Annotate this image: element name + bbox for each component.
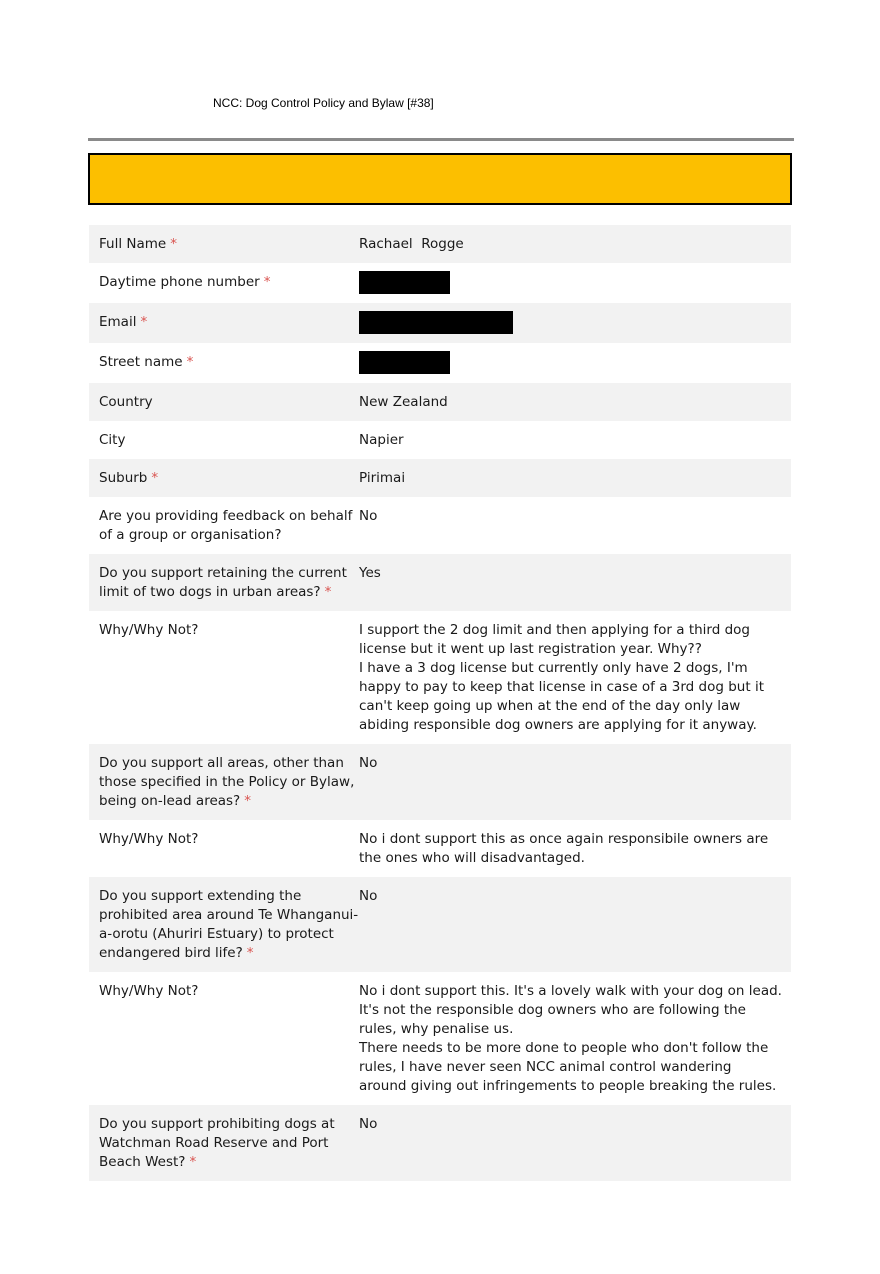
field-label-text: Why/Why Not? [99,983,199,999]
required-marker: * [189,1154,197,1170]
required-marker: * [170,236,177,252]
field-label [89,564,359,602]
table-row [89,383,791,421]
field-value-text: Napier [359,432,404,448]
field-value-text: No [359,1116,378,1132]
field-value [359,830,791,868]
field-label [89,621,359,640]
required-marker: * [186,354,194,370]
field-value [359,393,791,412]
redacted-value [359,311,513,334]
field-label [89,273,359,292]
field-value [359,469,791,488]
field-value-text: I support the 2 dog limit and then applying for a third dog license but it went up last registration year. Why?? I have a 3 dog license but currently only have 2 dogs, I'm happy to pay to keep that license in case of a 3rd dog but it can't keep going up when at the end of the day only law abiding responsible dog owners are applying for it anyway. [359,622,764,733]
required-marker: * [324,584,332,600]
field-value [359,564,791,583]
page-title: NCC: Dog Control Policy and Bylaw [#38] [213,96,434,110]
field-label-text: Do you support prohibiting dogs at Watchman Road Reserve and Port Beach West? [99,1116,335,1170]
field-value [359,353,791,374]
field-label [89,313,359,332]
redacted-value [359,351,450,374]
table-row [89,303,791,343]
field-value-text: No i dont support this as once again responsibile owners are the ones who will disadvantaged. [359,831,773,866]
field-value-text: Yes [359,565,381,581]
field-label-text: Email [99,314,137,330]
table-row [89,820,791,877]
field-label [89,830,359,849]
field-label-text: Daytime phone number [99,274,260,290]
field-value [359,887,791,906]
table-row [89,421,791,459]
field-label [89,887,359,963]
field-label-text: Why/Why Not? [99,831,199,847]
field-label-text: Why/Why Not? [99,622,199,638]
field-value [359,1115,791,1134]
table-row [89,554,791,611]
field-label [89,754,359,811]
field-value-text: No [359,508,378,524]
field-value-text: New Zealand [359,394,448,410]
field-label [89,469,359,488]
table-row [89,263,791,303]
required-marker: * [140,314,148,330]
field-value [359,313,791,334]
field-value [359,621,791,735]
field-label-text: Country [99,394,153,410]
field-label-text: Street name [99,354,183,370]
field-value [359,754,791,773]
field-label-text: Do you support retaining the current limit of two dogs in urban areas? [99,565,347,600]
field-label [89,982,359,1001]
field-value [359,982,791,1096]
required-marker: * [244,793,251,809]
field-value-text: No [359,888,378,904]
table-row [89,744,791,820]
required-marker: * [151,470,159,486]
form-banner [88,153,792,205]
header-divider [88,138,794,141]
redacted-value [359,271,450,294]
field-value [359,235,791,254]
field-label [89,1115,359,1172]
required-marker: * [263,274,271,290]
field-label-text: Suburb [99,470,148,486]
field-label-text: Full Name [99,236,167,252]
field-value [359,507,791,526]
field-value-text: No i dont support this. It's a lovely walk with your dog on lead. It's not the responsible dog owners who are following the rules, why penalise us. There needs to be more done to people who don't follow the rules, I have never seen NCC animal control wandering around giving out infringements to people breaking the rules. [359,983,782,1094]
field-value-text: Pirimai [359,470,406,486]
submission-table [89,225,791,1181]
table-row [89,497,791,554]
field-value [359,273,791,294]
field-label [89,235,359,254]
table-row [89,343,791,383]
field-label-text: City [99,432,126,448]
field-value-text: No [359,755,378,771]
field-value-text: Rachael Rogge [359,236,464,252]
table-row [89,1105,791,1181]
field-label [89,507,359,545]
table-row [89,225,791,263]
table-row [89,972,791,1105]
table-row [89,877,791,972]
field-value [359,431,791,450]
field-label-text: Are you providing feedback on behalf of a group or organisation? [99,508,353,543]
field-label-text: Do you support all areas, other than those specified in the Policy or Bylaw, being on-lead areas? [99,755,355,809]
table-row [89,459,791,497]
field-label [89,393,359,412]
required-marker: * [246,945,254,961]
table-row [89,611,791,744]
field-label [89,353,359,372]
field-label-text: Do you support extending the prohibited area around Te Whanganui-a-orotu (Ahuriri Estuary) to protect endangered bird life? [99,888,359,961]
field-label [89,431,359,450]
